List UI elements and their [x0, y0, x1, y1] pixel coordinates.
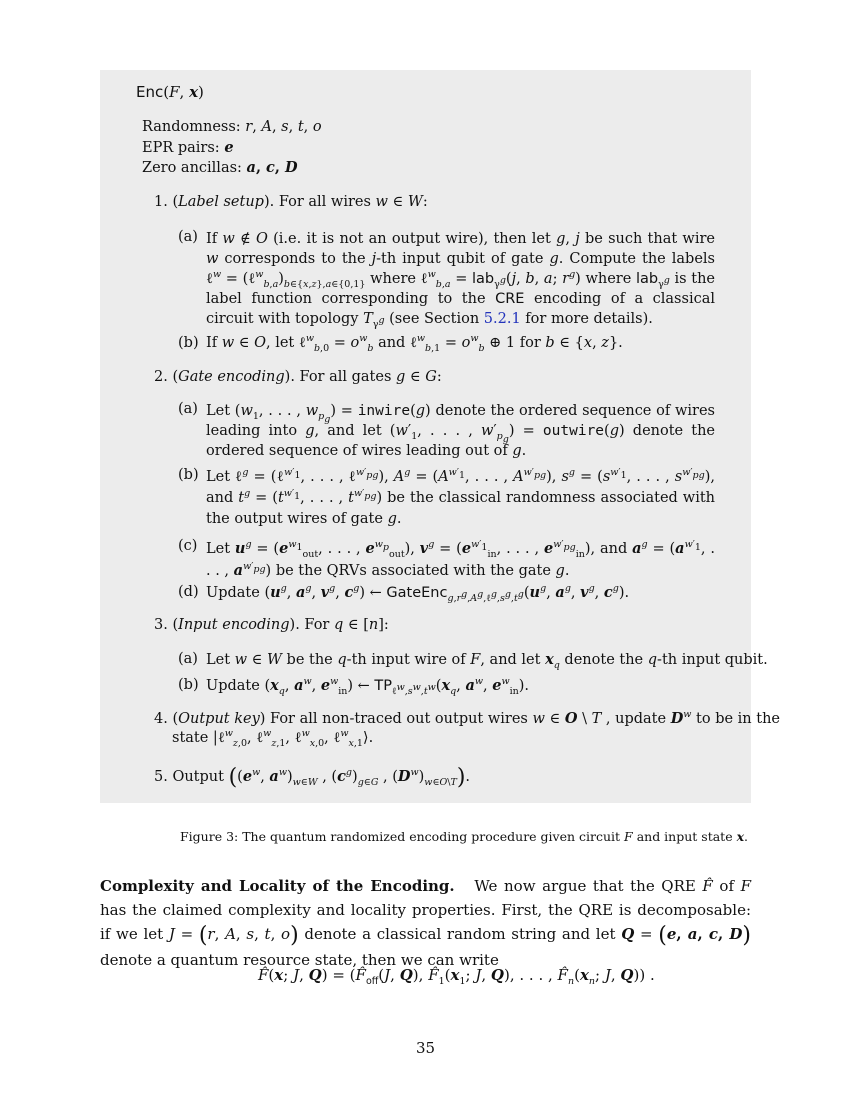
step1a-marker: (a)	[178, 229, 198, 245]
epr-line: EPR pairs: e	[142, 139, 234, 156]
step2a-marker: (a)	[178, 401, 198, 417]
step2a-text: Let ($w_1$, . . . , $w_{p_g}$) = inwire(g) denote the ordered sequence of wires leading into g, and let ($w'_1$, . . . , $w'_{p_g}$) = outwire(g) denote the ordered sequence of wires leading out of g.	[206, 403, 716, 459]
step3b-text: Update ($x_q$, $a^w$, $e^w_{in}$) ← $TP_{\ell^w,s^w,t^w}(x_q$, $a^w$, $e^w_{in}$).	[206, 676, 530, 697]
step2c-text: Let $u^g = (e^{w_1}_{out}$, . . . , $e^{w_p}_{out}$), $v^g = (e^{w'_1}_{in}$, . . . , $e^{w'_{pg}}_{in}$), and $a^g = (a^{w'_1}$, . . . , $a^{w'_{pg}}$) be the QRVs associated with the gate g.	[206, 539, 716, 579]
step2b-marker: (b)	[178, 467, 199, 483]
step2d-marker: (d)	[178, 584, 199, 600]
figure-caption: Figure 3: The quantum randomized encoding procedure given circuit F and input state x.	[180, 829, 749, 844]
randomness-line: Randomness: r, A, s, t, o	[142, 119, 322, 135]
algorithm-title: Enc(F, x)	[136, 83, 204, 101]
step1b-text: If w ∈ O, let ℓ$^w_{b,0}$ = $o^w_b$ and ℓ$^w_{b,1}$ = $o^w_b$ ⊕ 1 for b ∈ {x, z}.	[206, 333, 623, 354]
step4-line1: 4. (Output key) For all non-traced out output wires w ∈ O \ T , update $D^w$ to be in the	[154, 709, 781, 727]
step1a-text: If w ∉ O (i.e. it is not an output wire), then let g, j be such that wire w corresponds to the j-th input qubit of gate g. Compute the labels ℓ$^w$ = $(\ell^w_{b,a})_{b\in\{x,z\},a\in\{0,1\}}$ where ℓ$^w_{b,a}$ = lab$_{\gamma^g}$(j, b, a; $r^g$) where lab$_{\gamma^g}$ is the label function corresponding to the CRE encoding of a classical circuit with topology $T_{\gamma^g}$ (see Section 5.2.1 for more details).	[206, 231, 716, 330]
ancillas-line: Zero ancillas: a, c, D	[142, 159, 298, 176]
step3-title: 3. (Input encoding). For q ∈ [n]:	[154, 617, 389, 633]
paragraph-heading: Complexity and Locality of the Encoding.	[100, 877, 455, 895]
step2b-text: Let ℓ$^g$ = (ℓ$^{w'_1}$, . . . , ℓ$^{w'_{pg}}$), $A^g = (A^{w'_1}$, . . . , $A^{w'_{pg}}$), $s^g = (s^{w'_1}$, . . . , $s^{w'_{pg}}$), and $t^g = (t^{w'_1}$, . . . , $t^{w'_{pg}}$) be the classical randomness associated with the output wires of gate g.	[206, 467, 716, 527]
step1b-marker: (b)	[178, 335, 199, 351]
decomposition-equation: F̂(x; J, $Q) = (F̂_{off}(J$, Q), $F̂_1(x_1$; J, Q), . . . , $F̂_n(x_n$; J, Q)) .	[258, 966, 655, 987]
step2c-marker: (c)	[178, 538, 198, 554]
step3a-marker: (a)	[178, 651, 198, 667]
section-link[interactable]: 5.2.1	[483, 311, 521, 327]
page-number: 35	[416, 1039, 436, 1057]
step5-text: 5. Output (($e^w$, $a^w)_{w\in W}$ , $(c^g)_{g\in G}$ , $(D^w)_{w\in O\backslash T}$).	[154, 765, 471, 790]
step3b-marker: (b)	[178, 677, 199, 693]
step4-line2: state |ℓ$^w_{z,0}$, ℓ$^w_{z,1}$, ℓ$^w_{x,0}$, ℓ$^w_{x,1}$⟩.	[172, 728, 374, 749]
step2d-text: Update ($u^g$, $a^g$, $v^g$, $c^g$) ← $GateEnc_{g,r^g,A^g,\ell^g,s^g,t^g}(u^g$, $a^g$, $v^g$, $c^g$).	[206, 583, 630, 604]
step2-title: 2. (Gate encoding). For all gates g ∈ G:	[154, 369, 442, 385]
step3a-text: Let w ∈ W be the q-th input wire of F, and let $x_q$ denote the q-th input qubit.	[206, 651, 768, 671]
step1-title: 1. (Label setup). For all wires w ∈ W:	[154, 194, 428, 210]
complexity-paragraph: Complexity and Locality of the Encoding. We now argue that the QRE F̂ of F has the claimed complexity and locality properties. First, the QRE is decomposable: if we let J = (r, A, s, t, o) denote a classical random string and let Q = (e, a, c, D) denote a quantum resource state, then we can write	[100, 877, 751, 969]
